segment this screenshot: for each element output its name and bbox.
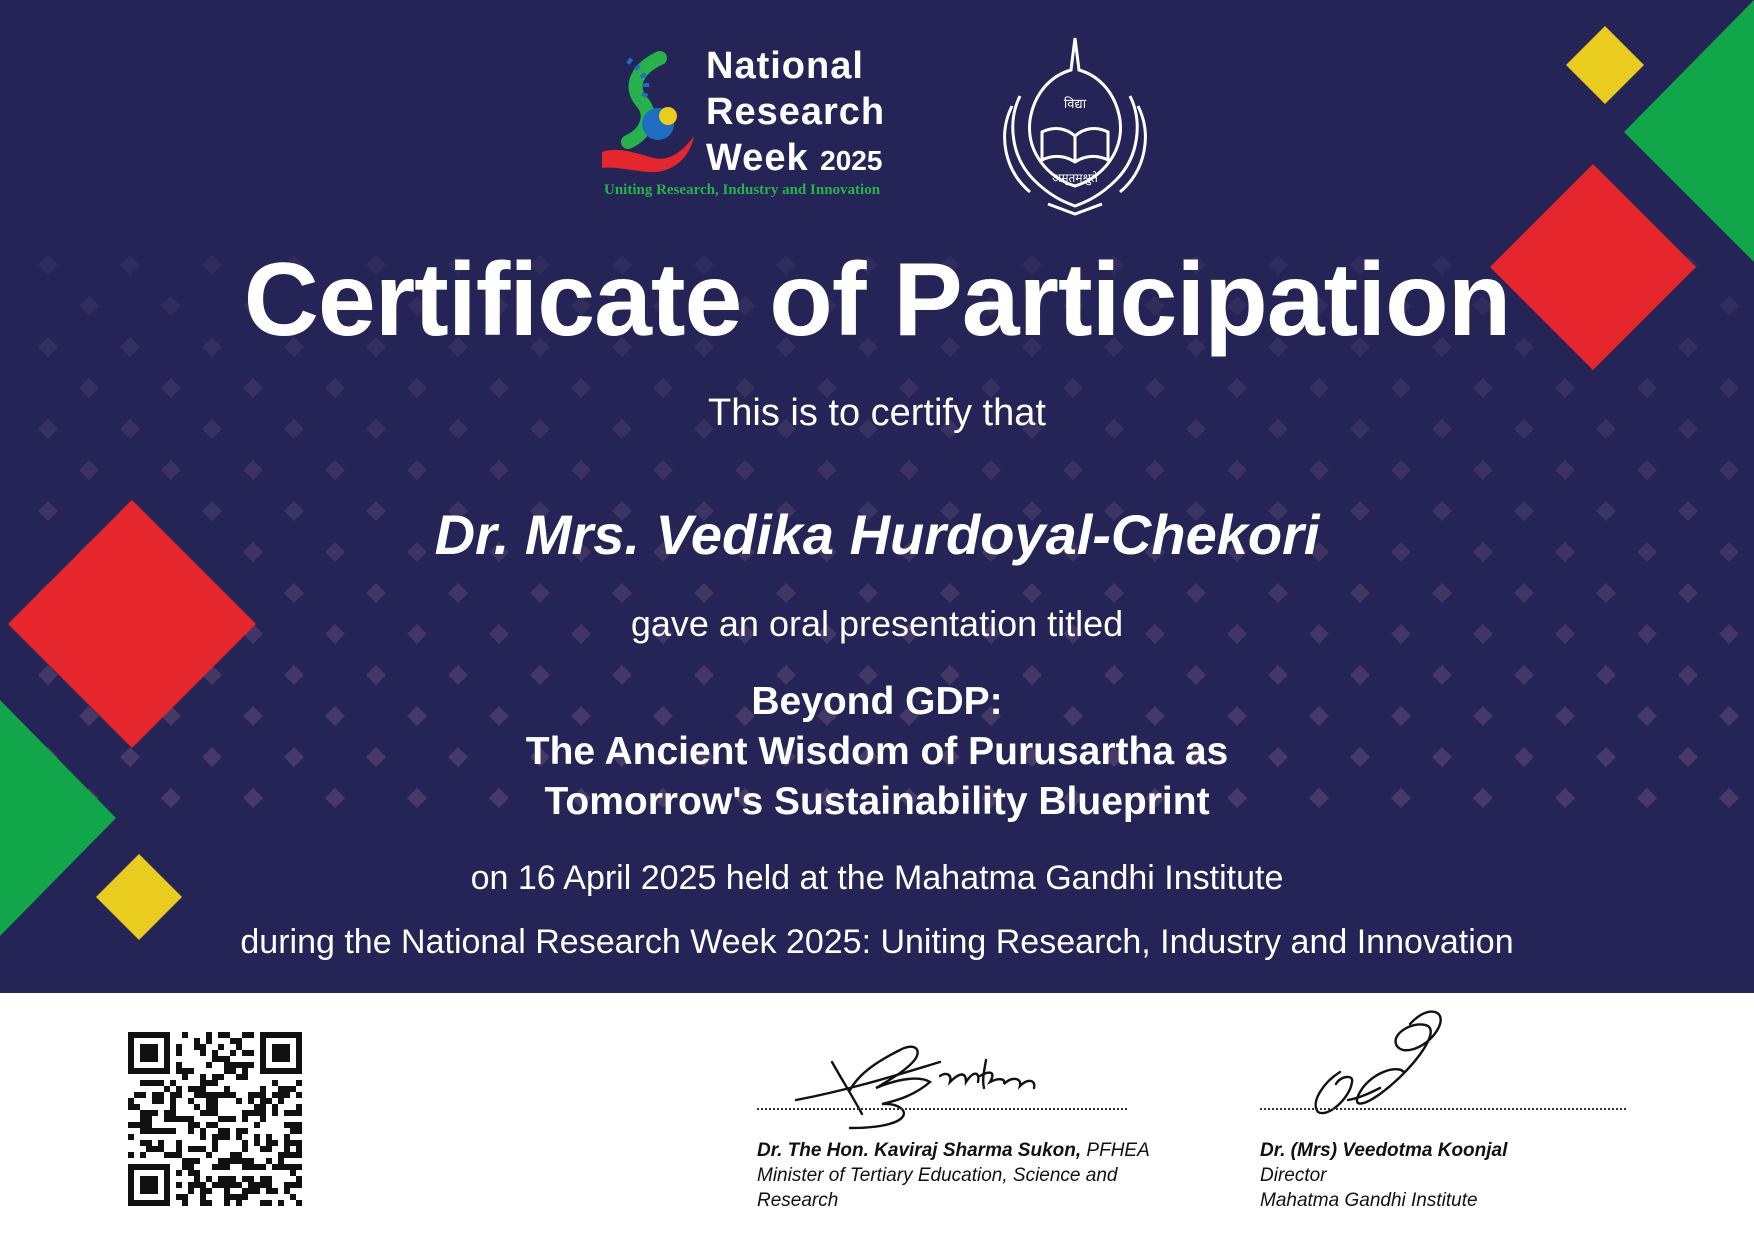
signature-director [1300,1002,1470,1120]
national-research-week-logo [598,44,898,204]
signature-minister [790,1032,1060,1132]
signatory-director-role-2: Mahatma Gandhi Institute [1260,1190,1478,1211]
qr-code-icon [128,1032,302,1206]
presentation-intro: gave an oral presentation titled [630,603,1124,644]
signatory-minister-suffix: PFHEA [1081,1140,1150,1161]
seal-bottom-text: अमृतमश्नुते [1052,171,1098,185]
seal-top-text: विद्या [1063,97,1087,112]
signature-line-director [1260,1108,1626,1110]
signatory-minister-role: Minister of Tertiary Education, Science and [757,1165,1118,1186]
logo-week: Week [706,137,809,179]
helix-hand-icon [598,50,698,180]
presentation-title-line-3: Tomorrow's Sustainability Blueprint [544,780,1210,823]
signatory-director-name: Dr. (Mrs) Veedotma Koonjal [1260,1140,1508,1161]
logo-year: 2025 [820,145,883,176]
certificate-title: Certificate of Participation [243,242,1511,358]
logo-tagline: Uniting Research, Industry and Innovation [604,182,881,198]
signatory-director [1260,1138,1507,1213]
certify-intro: This is to certify that [708,392,1046,434]
signatory-minister [757,1138,1150,1213]
logo-line-national: National [706,45,864,87]
signatory-minister-name: Dr. The Hon. Kaviraj Sharma Sukon, [757,1140,1082,1161]
event-date-venue: on 16 April 2025 held at the Mahatma Gandhi Institute [470,859,1284,897]
logo-line-week [706,136,882,183]
logo-line-research: Research [706,91,886,133]
presentation-title-line-1: Beyond GDP: [751,680,1003,723]
signatory-director-role: Director [1260,1165,1327,1186]
signatory-minister-role-2: Research [757,1190,839,1211]
open-book-seal-icon [990,36,1160,218]
presentation-title [0,677,1754,827]
event-context: during the National Research Week 2025: Uniting Research, Industry and Innovation [240,923,1514,961]
recipient-name: Dr. Mrs. Vedika Hurdoyal-Chekori [434,503,1320,566]
presentation-title-line-2: The Ancient Wisdom of Purusartha as [525,730,1229,773]
signature-line-minister [757,1108,1127,1110]
